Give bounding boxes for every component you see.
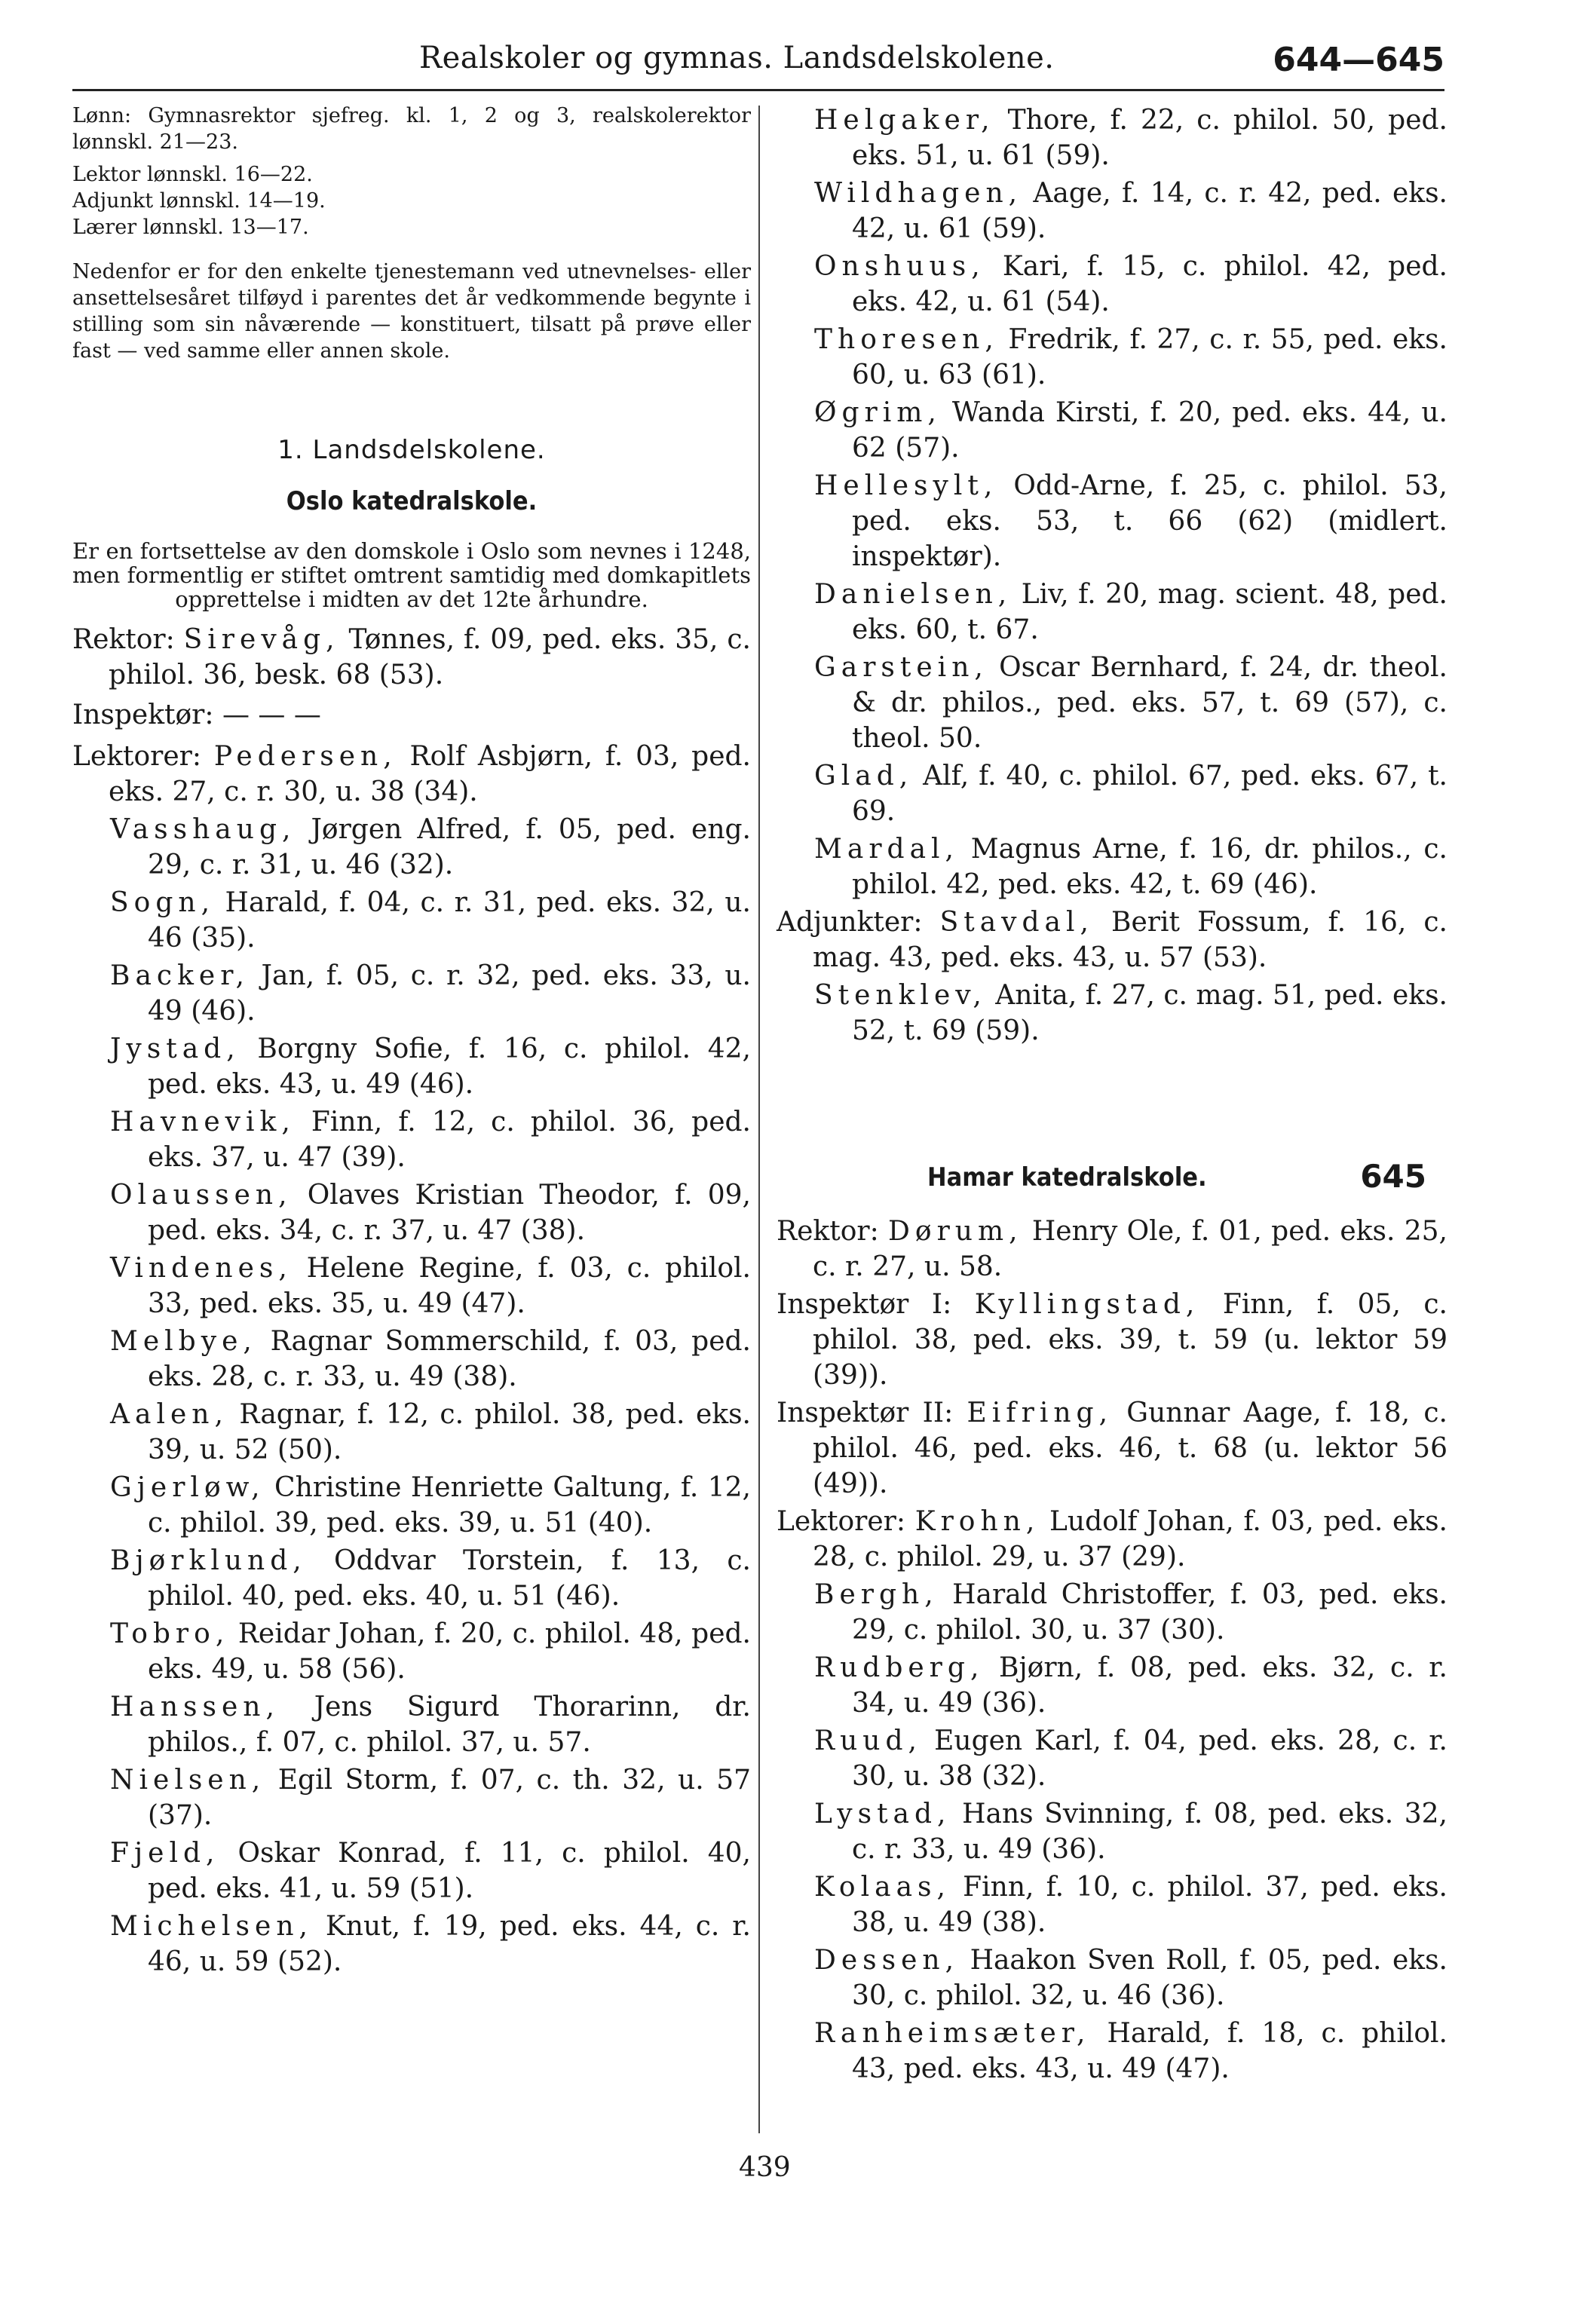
running-title: Realskoler og gymnas. Landsdelskolene. [419,41,1055,75]
inspektor-entry: Inspektør II: Eifring, Gunnar Aage, f. 18, c. philol. 46, ped. eks. 46, t. 68 (u. lektor 56 (49)). [777,1398,1447,1499]
staff-entry: Dessen, Haakon Sven Roll, f. 05, ped. eks. 30, c. philol. 32, u. 46 (36). [814,1945,1447,2011]
right-column [777,103,1447,2089]
staff-entry: Fjeld, Oskar Konrad, f. 11, c. philol. 40, ped. eks. 41, u. 59 (51). [110,1838,751,1904]
page-header [72,30,1452,90]
staff-entry: Jystad, Borgny Sofie, f. 16, c. philol. 42, ped. eks. 43, u. 49 (46). [110,1033,751,1100]
left-column [72,103,751,1982]
staff-entry: Glad, Alf, f. 40, c. philol. 67, ped. eks. 67, t. 69. [814,761,1447,827]
school-history: Er en fortsettelse av den domskole i Oslo som nevnes i 1248, men formentlig er stiftet omtrent samtidig med domkapitlets opprettelse i midten av det 12te århundre. [72,538,751,612]
staff-entry: Backer, Jan, f. 05, c. r. 32, ped. eks. 33, u. 49 (46). [110,960,751,1027]
page-number: 439 [739,2152,791,2183]
column-divider [758,106,760,2133]
staff-entry: Øgrim, Wanda Kirsti, f. 20, ped. eks. 44, u. 62 (57). [814,397,1447,464]
staff-entry: Danielsen, Liv, f. 20, mag. scient. 48, ped. eks. 60, t. 67. [814,579,1447,645]
school-heading-oslo: Oslo katedralskole. [286,486,538,516]
page-range: 644—645 [1273,41,1444,79]
staff-entry: Melbye, Ragnar Sommerschild, f. 03, ped. eks. 28, c. r. 33, u. 49 (38). [110,1326,751,1392]
staff-entry: Wildhagen, Aage, f. 14, c. r. 42, ped. eks. 42, u. 61 (59). [814,178,1447,244]
staff-entry: Onshuus, Kari, f. 15, c. philol. 42, ped. eks. 42, u. 61 (54). [814,251,1447,317]
staff-entry: Mardal, Magnus Arne, f. 16, dr. philos., c. philol. 42, ped. eks. 42, t. 69 (46). [814,834,1447,900]
staff-entry: Garstein, Oscar Bernhard, f. 24, dr. theol. & dr. philos., ped. eks. 57, t. 69 (57), c. theol. 50. [814,652,1447,754]
staff-entry: Sogn, Harald, f. 04, c. r. 31, ped. eks. 32, u. 46 (35). [110,887,751,954]
staff-entry: Olaussen, Olaves Kristian Theodor, f. 09, ped. eks. 34, c. r. 37, u. 47 (38). [110,1180,751,1246]
staff-entry: Michelsen, Knut, f. 19, ped. eks. 44, c. r. 46, u. 59 (52). [110,1911,751,1977]
staff-entry: Tobro, Reidar Johan, f. 20, c. philol. 48, ped. eks. 49, u. 58 (56). [110,1618,751,1685]
section-heading: 1. Landsdelskolene. [277,435,546,465]
staff-entry: Lektorer: Krohn, Ludolf Johan, f. 03, ped. eks. 28, c. philol. 29, u. 37 (29). [777,1506,1447,1572]
staff-entry: Lystad, Hans Svinning, f. 08, ped. eks. 32, c. r. 33, u. 49 (36). [814,1799,1447,1865]
staff-entry: Hellesylt, Odd-Arne, f. 25, c. philol. 53, ped. eks. 53, t. 66 (62) (midlert. inspektør). [814,470,1447,572]
staff-entry: Havnevik, Finn, f. 12, c. philol. 36, ped. eks. 37, u. 47 (39). [110,1107,751,1173]
staff-entry: Rudberg, Bjørn, f. 08, ped. eks. 32, c. r. 34, u. 49 (36). [814,1652,1447,1719]
school-number: 645 [1360,1158,1426,1195]
inspektor-entry: Inspektør: — — — [72,700,321,730]
school-name: Hamar katedralskole. [927,1162,1207,1193]
staff-entry: Nielsen, Egil Storm, f. 07, c. th. 32, u. 57 (37). [110,1765,751,1831]
staff-entry: Vasshaug, Jørgen Alfred, f. 05, ped. eng. 29, c. r. 31, u. 46 (32). [110,814,751,880]
pay-scale [72,103,751,240]
staff-entry: Stenklev, Anita, f. 27, c. mag. 51, ped. eks. 52, t. 69 (59). [814,980,1447,1046]
pay-line: Lønn: Gymnasrektor sjefreg. kl. 1, 2 og 3, realskolerektor lønnskl. 21—23. [72,104,751,154]
staff-entry: Bergh, Harald Christoffer, f. 03, ped. eks. 29, c. philol. 30, u. 37 (30). [814,1579,1447,1646]
staff-entry: Thoresen, Fredrik, f. 27, c. r. 55, ped. eks. 60, u. 63 (61). [814,324,1447,390]
staff-entry: Aalen, Ragnar, f. 12, c. philol. 38, ped. eks. 39, u. 52 (50). [110,1399,751,1465]
school-heading-hamar [777,1158,1447,1208]
staff-entry: Vindenes, Helene Regine, f. 03, c. philol. 33, ped. eks. 35, u. 49 (47). [110,1253,751,1319]
rektor-entry: Rektor: Sirevåg, Tønnes, f. 09, ped. eks. 35, c. philol. 36, besk. 68 (53). [72,624,751,690]
inspektor-entry: Inspektør I: Kyllingstad, Finn, f. 05, c. philol. 38, ped. eks. 39, t. 59 (u. lektor 59 (39)). [777,1289,1447,1391]
pay-line: Adjunkt lønnskl. 14—19. [72,189,326,213]
staff-entry: Kolaas, Finn, f. 10, c. philol. 37, ped. eks. 38, u. 49 (38). [814,1872,1447,1938]
pay-line: Lektor lønnskl. 16—22. [72,163,313,186]
staff-entry: Lektorer: Pedersen, Rolf Asbjørn, f. 03, ped. eks. 27, c. r. 30, u. 38 (34). [72,741,751,807]
pay-line: Lærer lønnskl. 13—17. [72,216,309,239]
staff-entry: Ruud, Eugen Karl, f. 04, ped. eks. 28, c. r. 30, u. 38 (32). [814,1725,1447,1792]
header-rule [72,89,1444,91]
staff-entry: Bjørklund, Oddvar Torstein, f. 13, c. philol. 40, ped. eks. 40, u. 51 (46). [110,1545,751,1612]
staff-entry: Hanssen, Jens Sigurd Thorarinn, dr. philos., f. 07, c. philol. 37, u. 57. [110,1692,751,1758]
staff-entry: Adjunkter: Stavdal, Berit Fossum, f. 16, c. mag. 43, ped. eks. 43, u. 57 (53). [777,907,1448,973]
rektor-entry: Rektor: Dørum, Henry Ole, f. 01, ped. eks. 25, c. r. 27, u. 58. [777,1216,1447,1282]
staff-entry: Ranheimsæter, Harald, f. 18, c. philol. 43, ped. eks. 43, u. 49 (47). [814,2018,1447,2084]
staff-entry: Helgaker, Thore, f. 22, c. philol. 50, ped. eks. 51, u. 61 (59). [814,105,1447,171]
intro-note: Nedenfor er for den enkelte tjenestemann ved utnevnelses- eller ansettelsesåret tilføyd i parentes det år vedkommende begynte i stilling som sin nåværende — konstituert, tilsatt på prøve eller fast — ved samme eller annen skole. [72,260,751,363]
staff-entry: Gjerløw, Christine Henriette Galtung, f. 12, c. philol. 39, ped. eks. 39, u. 51 (40). [110,1472,751,1539]
